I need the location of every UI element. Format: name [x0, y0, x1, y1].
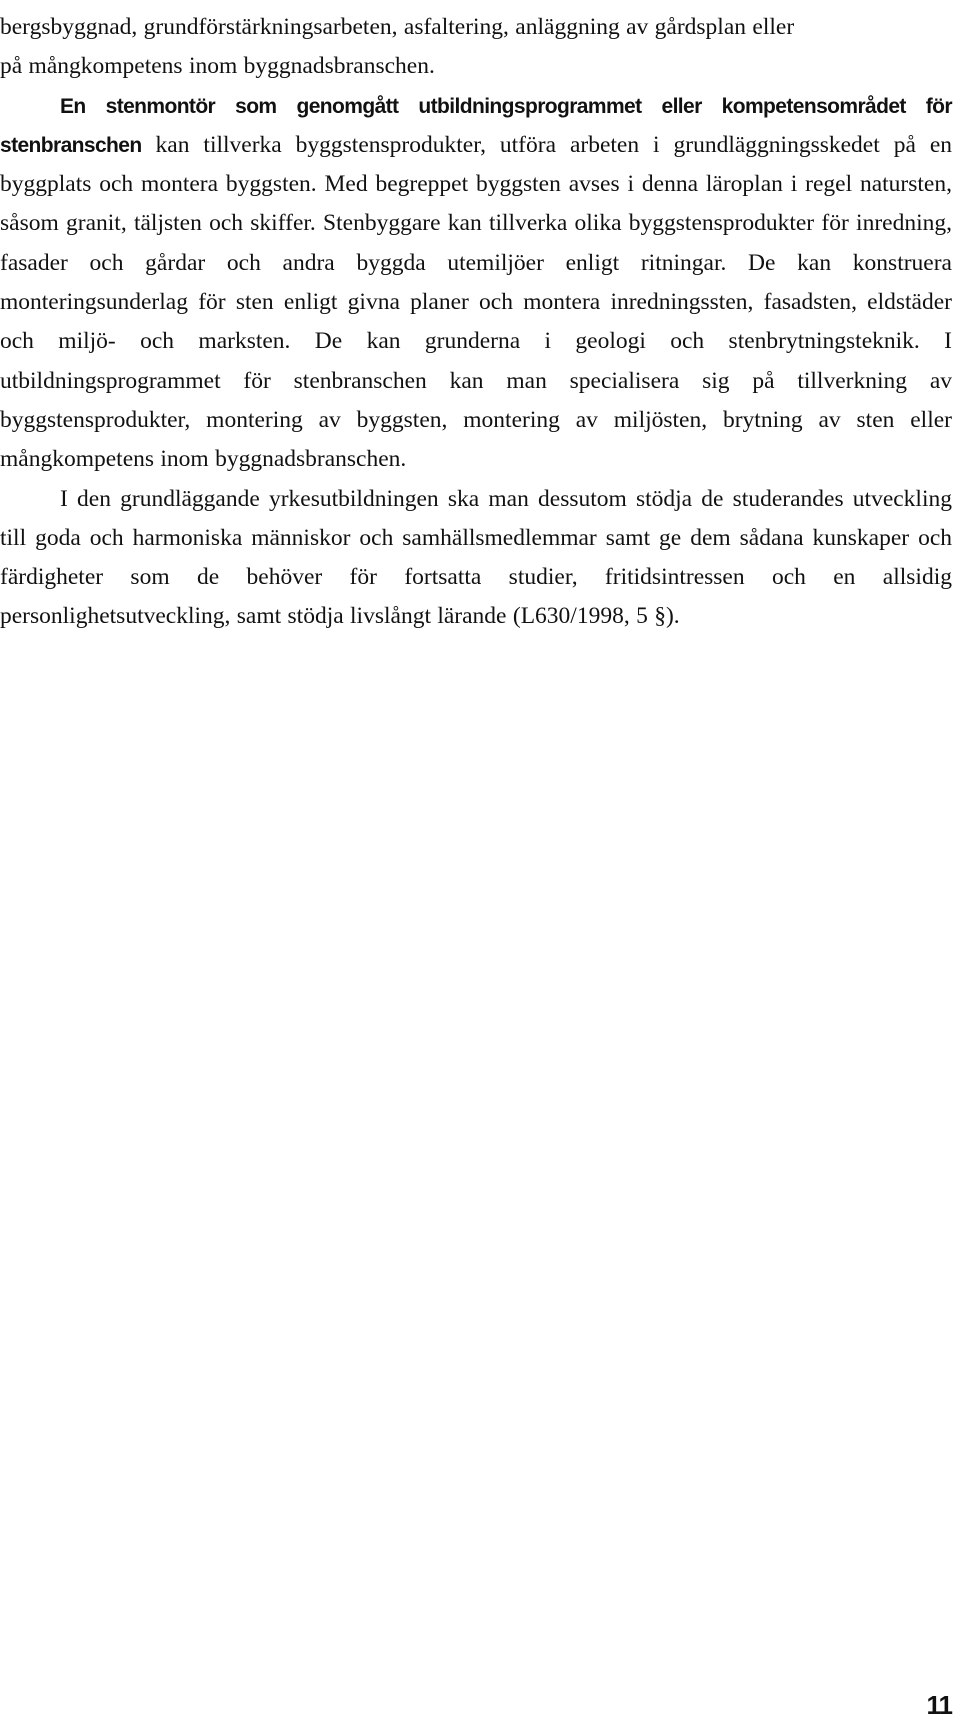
page-number: 11	[926, 1690, 952, 1720]
paragraph-line: på mångkompetens inom byggnadsbranschen.	[0, 53, 435, 80]
lead-in-bold: En stenmontör som genomgått utbildningsprogrammet eller kompetensområdet för stenbranschen	[0, 94, 952, 157]
paragraph-text: kan tillverka byggstensprodukter, utföra arbeten i grundläggningsskedet på en byggplats och montera byggsten.	[0, 131, 952, 198]
paragraph-grundlaggande: I den grundläggande yrkesutbildningen ska man dessutom stödja de studerandes utveckling till goda och harmoniska människor och samhällsmedlemmar samt ge dem sådana kunskaper och färdigheter som de behöver för fortsatta studier, fritidsintressen och en allsidig personlighetsutveckling, samt stödja livslångt lärande (L630/1998, 5 §).	[0, 485, 952, 630]
paragraph-line: bergsbyggnad, grundförstärkningsarbeten, asfaltering, anläggning av gårdsplan eller	[0, 14, 795, 40]
body-text	[0, 8, 952, 637]
paragraph-text: Med begreppet byggsten avses i denna läroplan i regel natursten, såsom granit, täljsten och skiffer. Stenbyggare kan tillverka olika byggstensprodukter för inredning, fasader och gårdar och andra byggda utemiljöer enligt ritningar. De kan konstruera monteringsunderlag för sten enligt givna planer och montera inredningssten, fasadsten, eldstäder och miljö- och marksten. De kan grunderna i geologi och stenbrytningsteknik. I utbildningsprogrammet för stenbranschen kan man specialisera sig på tillverkning av byggstensprodukter, montering av byggsten, montering av miljösten, brytning av sten eller mångkompetens inom byggnadsbranschen.	[0, 171, 952, 473]
paragraph-stenmontor	[0, 87, 952, 480]
paragraph-continuation	[0, 8, 952, 87]
